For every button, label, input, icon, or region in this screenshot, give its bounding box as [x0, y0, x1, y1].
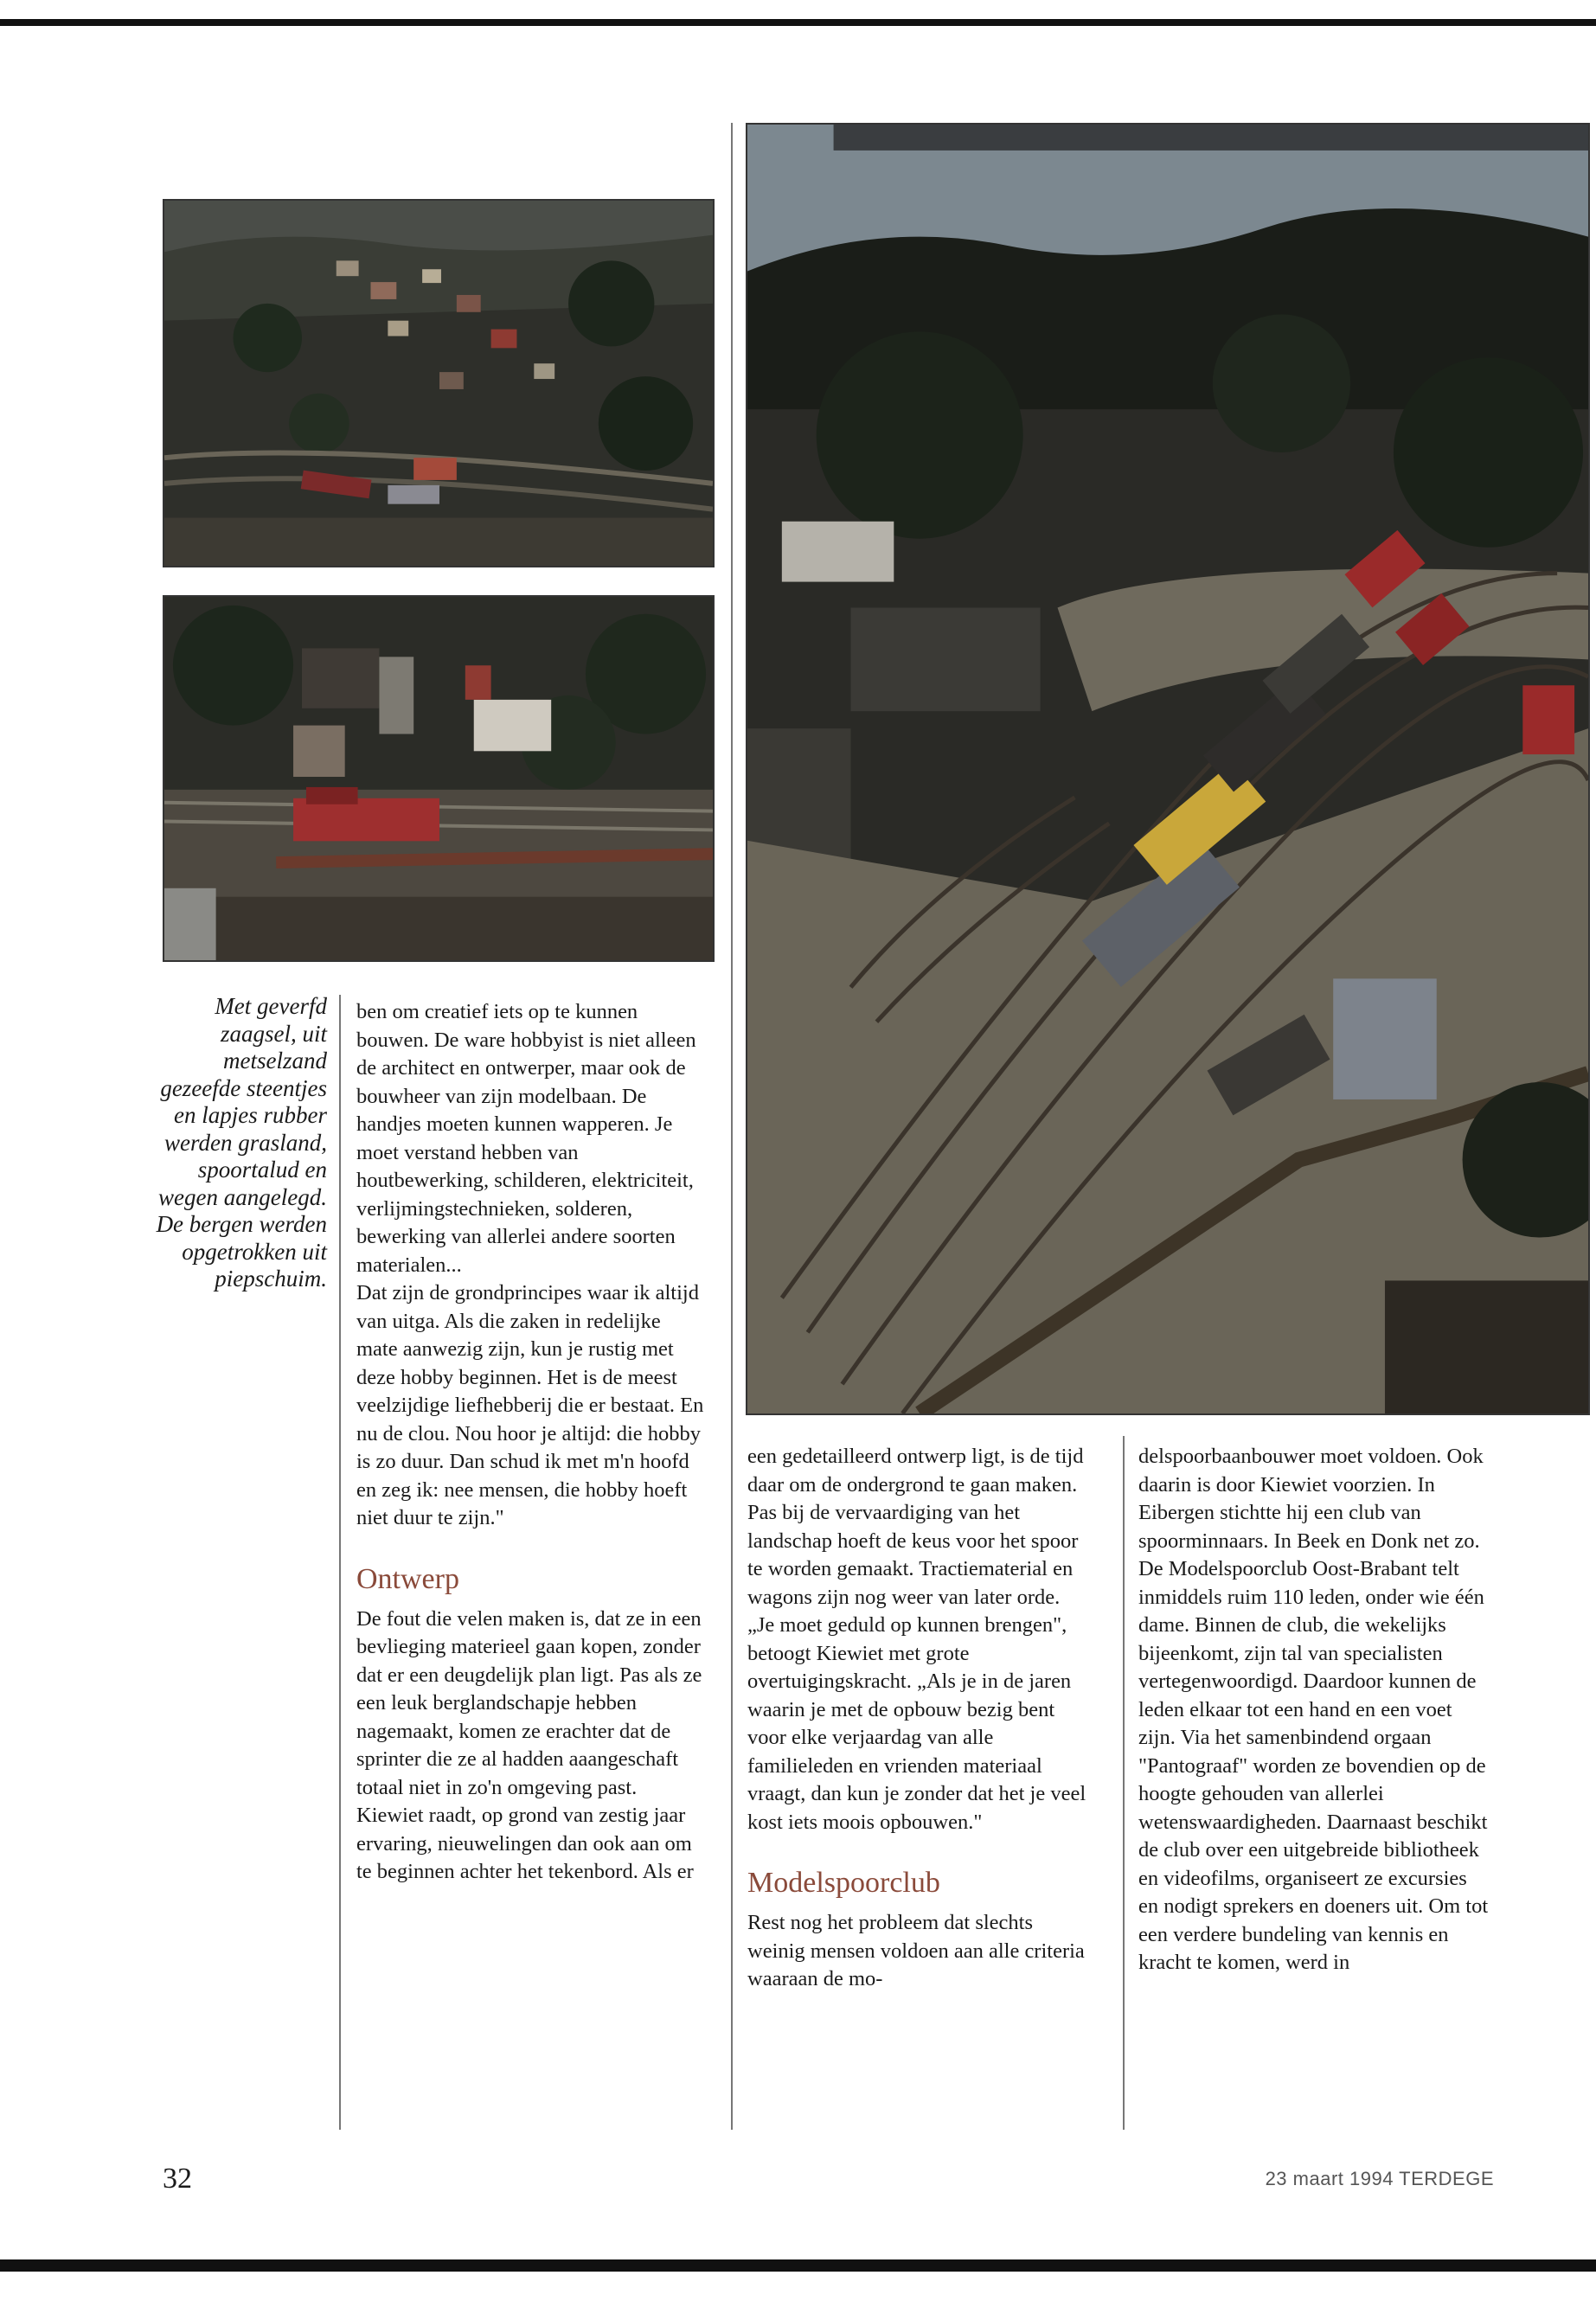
column-rule-2: [731, 123, 733, 2130]
paragraph: ben om creatief iets op te kunnen bouwen. De ware hobbyist is niet alleen de architect en ontwerper, maar ook de bouwheer van zijn modelbaan. De handjes moeten kunnen wapperen. Je moet verstand hebben van houtbewerking, schilderen, elektriciteit, verlijmingstechnieken, solderen, bewerking van allerlei andere soorten materialen...: [356, 1000, 696, 1277]
photo-caption: Met geverfd zaagsel, uit metselzand gezeefde steentjes en lapjes rubber werden grasland, spoortalud en wegen aangelegd. De bergen werden opgetrokken uit piepschuim.: [156, 993, 327, 1292]
column-rule-3: [1123, 1436, 1125, 2130]
text-column-2: [747, 1443, 1095, 1994]
paragraph: De fout die velen maken is, dat ze in een bevlieging materieel gaan kopen, zonder dat er een deugdelijk plan ligt. Pas als ze een leuk berglandschapje hebben nagemaakt, komen ze erachter dat de sprinter die ze al hadden aaangeschaft totaal niet in zo'n omgeving past.: [356, 1606, 702, 1799]
section-heading-modelspoorclub: Modelspoorclub: [747, 1867, 940, 1899]
bottom-border: [0, 2259, 1596, 2272]
page-number: 32: [163, 2163, 192, 2195]
top-border: [0, 19, 1596, 26]
photo-station-yard: [746, 123, 1590, 1415]
paragraph: „Je moet geduld op kunnen brengen", betoogt Kiewiet met grote overtuigingskracht. „Als je in de jaren waarin je met de opbouw bezig bent voor elke verjaardag van alle familieleden en vrienden materiaal vraagt, dan kun je zonder dat het je veel kost iets moois opbouwen.": [747, 1613, 1086, 1834]
paragraph: Dat zijn de grondprincipes waar ik altijd van uitga. Als die zaken in redelijke mate aanwezig zijn, kun je rustig met deze hobby beginnen. Het is de meest veelzijdige liefhebberij die er bestaat. En nu de clou. Nou hoor je altijd: die hobby is zo duur. Dan schud ik met m'n hoofd en zeg ik: nee mensen, die hobby hoeft niet duur te zijn.": [356, 1281, 704, 1529]
photo-village-overview: [163, 199, 715, 567]
issue-dateline: 23 maart 1994 TERDEGE: [1265, 2168, 1494, 2189]
paragraph: delspoorbaanbouwer moet voldoen. Ook daarin is door Kiewiet voorzien. In Eibergen stichtte hij een club van spoorminnaars. In Beek en Donk net zo. De Modelspoorclub Oost-Brabant telt inmiddels ruim 110 leden, onder wie één dame. Binnen de club, die wekelijks bijeenkomt, zijn tal van specialisten vertegenwoordigd. Daardoor kunnen de leden elkaar tot een hand en een voet zijn. Via het samenbindend orgaan "Pantograaf" worden ze bovendien op de hoogte gehouden van allerlei wetenswaardigheden. Daarnaast beschikt de club over een uitgebreide bibliotheek en videofilms, organiseert ze excursies en nodigt sprekers en doeners uit. Om tot een verdere bundeling van kennis en kracht te komen, werd in: [1138, 1445, 1489, 1974]
photo-locomotive: [163, 595, 715, 962]
section-heading-ontwerp: Ontwerp: [356, 1562, 459, 1595]
column-rule-1: [339, 995, 341, 2130]
text-column-1: [356, 998, 704, 1887]
paragraph: een gedetailleerd ontwerp ligt, is de tijd daar om de ondergrond te gaan maken. Pas bij de vervaardiging van het landschap hoeft de keus voor het spoor te worden gemaakt. Tractiematerial en wagons zijn nog weer van later orde.: [747, 1445, 1084, 1609]
paragraph: Rest nog het probleem dat slechts weinig mensen voldoen aan alle criteria waaraan de mo-: [747, 1911, 1085, 1990]
paragraph: Kiewiet raadt, op grond van zestig jaar ervaring, nieuwelingen dan ook aan om te beginnen achter het tekenbord. Als er: [356, 1804, 694, 1883]
text-column-3: [1138, 1443, 1490, 1977]
